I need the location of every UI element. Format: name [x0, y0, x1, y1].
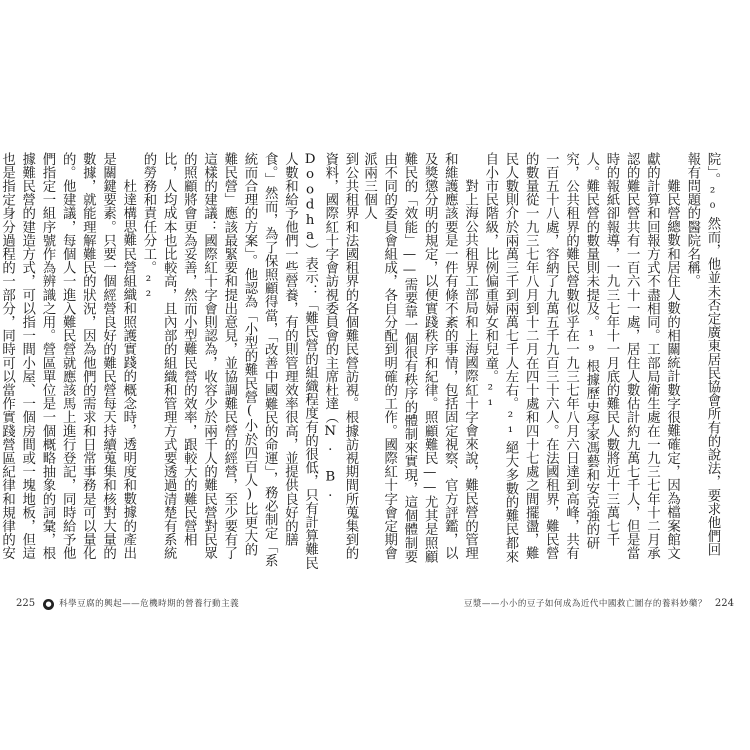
paragraph: 對上海公共租界工部局和上海國際紅十字會來說，難民營的管理和維護應該要是一件有條不紊的事情，包括固定視察、官方評鑑，以及獎懲分明的規定，以便實踐秩序和紀律。照顧難民——尤其是照顧難民的「效能」——需要靠一個很有秩序的體制來實現，這個體制要由不同的委員會組成，各自分配到明確的工作。國際紅十字會定期會派兩三個人 [361, 152, 478, 564]
paragraph: 到公共租界和法國租界的各個難民營訪視。根據訪視期間所蒐集到的資料，國際紅十字會訪視委員會的主席杜達（N. B. Doodha）表示：「難民營的組織程度有的很低，只有計算難民人數和給予他們一些營養，有的則管理效率很高，並提供良好的膳食。」然而，為了保照顧得當，「改善中國難民的命運」，務必制定「系統而合理的方案」。他認為「小型的難民營(小於四百人)比更大的難民營」應該最緊要和提出意見，並協調難民營的經營，至少要有了這樣的建議：國際紅十字會則認為，收容少於兩千人的難民營對民眾的照顧將會更為妥善，然而小型難民營的效率，跟較大的難民營相比，人均成本也比較高，且內部的組織和管理方式要透過清楚有系統的勞務和責任分工。²² [140, 152, 358, 570]
right-page-body [361, 152, 722, 570]
book-badge-icon: ● [43, 599, 54, 610]
right-page-text [361, 152, 722, 570]
running-head: 豆漿——小小的豆子如何成為近代中國救亡圖存的養料妙藥？ [463, 599, 707, 609]
paragraph: 院」。²⁰然而，他並未否定廣東居民協會所有的說法，要求他們回報有問題的醫院名稱。 [684, 152, 720, 557]
page-number: 224 [714, 598, 734, 609]
left-page-body [0, 152, 360, 570]
running-head: 科學豆腐的興起——危機時期的營養行動主義 [59, 599, 240, 609]
paragraph: 難民營總數和居住人數的相關統計數字很難確定，因為檔案館文獻的計算和回報方式不盡相同。工部局衛生處在一九三七年十二月承認的難民營共有一百六十一處，居住人數估計約九萬七千人，但是當時的報紙卻報導，一九三七年十一月底的難民人數將近十三萬七千人。難民營的數量則未提及。¹⁹根據歷史學家馮藝和安克強的研究，公共租界的難民營數似乎在一九三七年八月六日達到高峰，共有一百五十八處，容納了九萬五千九百三十六人。在法國租界，難民營的數量從一九三七年八月到十二月在四十處和四十七處之間擺盪，難民人數則介於兩萬三千到兩萬七千人左右。²¹絕大多數的難民都來自小市民階級，比例偏重婦女和兒童。²¹ [482, 152, 680, 564]
right-page-footer [464, 596, 734, 612]
page-number: 225 [16, 598, 36, 609]
left-page-footer [16, 596, 239, 612]
left-page-text [0, 152, 360, 570]
paragraph: 杜達構思難民營組織和照護實踐的概念時，透明度和數據的產出是關鍵要素。只要一個經營良好的難民營每天持續蒐集和核對大量的數據，就能理解難民的狀況，因為他們的需求和日常事務是可以量化的。他建議，每個人一進入難民營就應該馬上進行登記，同時給予他們指定一組序號作為辨識之用。營區單位是一個概略抽象的詞彙，根據難民營的建造方式，可以指一間小屋、一個房間或一塊地板，但這也是指定身分過程的一部分，同時可以當作實踐營區紀律和規律的安 [0, 152, 136, 560]
